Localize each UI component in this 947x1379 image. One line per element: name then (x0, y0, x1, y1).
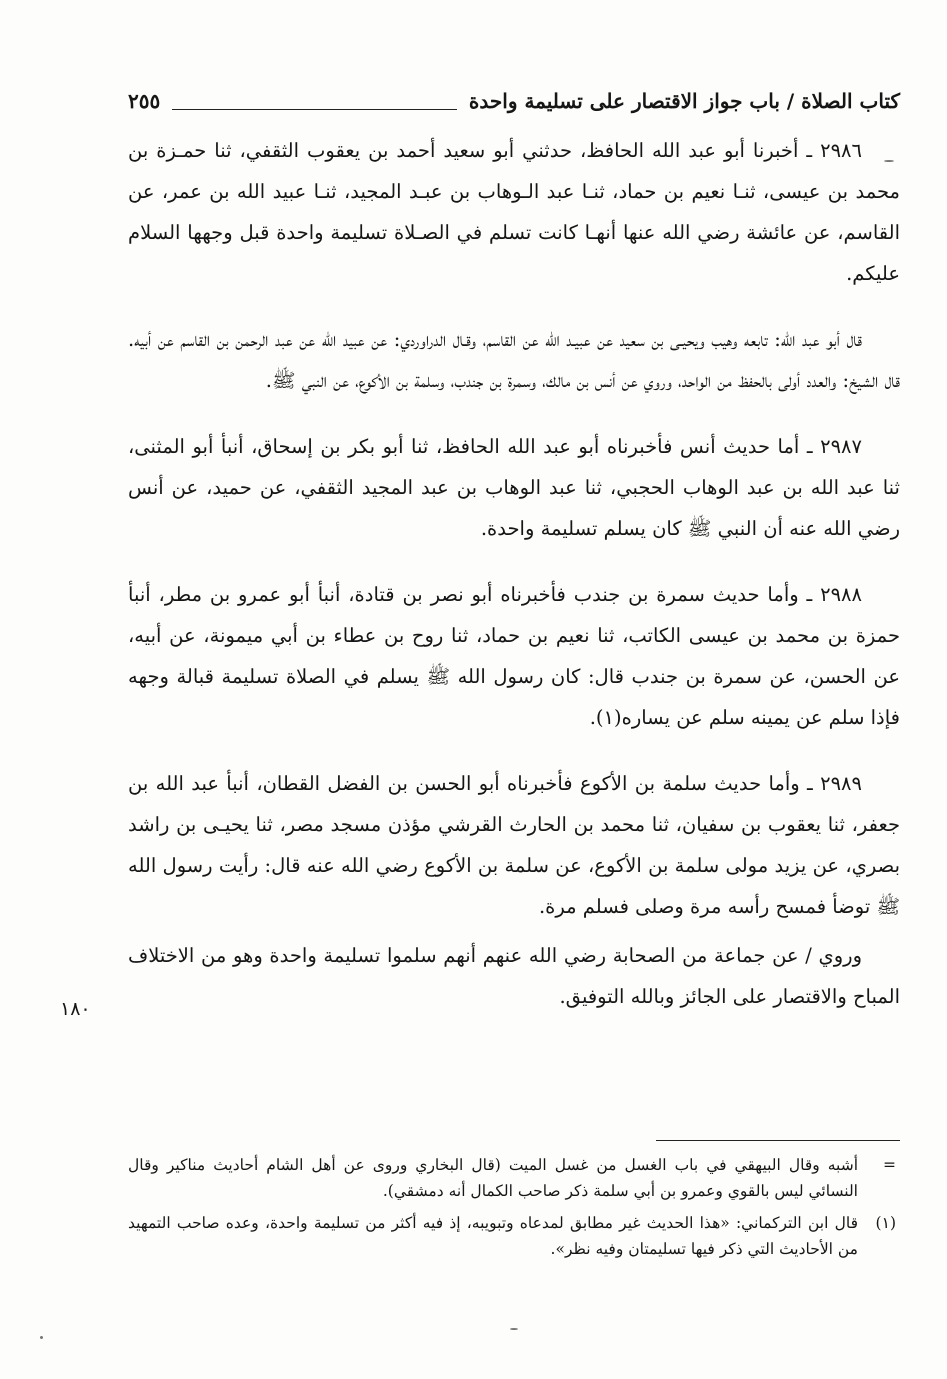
footnote-mark: = (883, 1156, 896, 1174)
commentary-paragraph: قال أبو عبد الله: تابعه وهيب ويحيـى بن سعيد عن عبيـد الله عن القاسم، وقـال الدراوردي: عن عبيد الله عن عبد الرحمن بن القاسم عن أبيه. قال الشيخ: والعدد أولى بالحفظ من الواحد، وروي عن أنس بن مالك، وسمرة بن جندب، وسلمة بن الأكوع، عن النبي ﷺ. (128, 328, 900, 392)
scan-speck (40, 1336, 43, 1339)
hadith-2988: ٢٩٨٨ ـ وأما حديث سمرة بن جندب فأخبرناه أبو نصر بن قتادة، أنبأ أبو عمرو بن مطر، أنبأ حمزة بن محمد بن عيسى الكاتب، ثنا نعيم بن حماد، ثنا روح بن عطاء بن أبي ميمونة، عن أبيه، عن الحسن، عن سمرة بن جندب قال: كان رسول الله ﷺ يسلم في الصلاة تسليمة قبالة وجهه فإذا سلم عن يمينه سلم عن يساره(١). (128, 583, 900, 729)
footnotes (128, 1152, 900, 1262)
header-title: كتاب الصلاة / باب جواز الاقتصار على تسليمة واحدة (468, 89, 900, 113)
page-number: ٢٥٥ (128, 89, 161, 113)
main-text (128, 130, 900, 1042)
scan-speck (510, 1328, 518, 1330)
footnote-1 (128, 1210, 900, 1262)
footnote-continued (128, 1152, 900, 1204)
footnote-text: أشبه وقال البيهقي في باب الغسل من غسل الميت (قال البخاري وروى عن أهل الشام أحاديث مناكير وقال النسائي ليس بالقوي وعمرو بن أبي سلمة ذكر صاحب الكمال أنه دمشقي). (128, 1156, 858, 1200)
footnote-separator (656, 1140, 900, 1141)
hadith-2989: ٢٩٨٩ ـ وأما حديث سلمة بن الأكوع فأخبرناه أبو الحسن بن الفضل القطان، أنبأ عبد الله بن جعفر، ثنا يعقوب بن سفيان، ثنا محمد بن الحارث القرشي مؤذن مسجد مصر، ثنا يحيـى بن راشد بصري، عن يزيد مولى سلمة بن الأكوع، عن سلمة بن الأكوع رضي الله عنه قال: رأيت رسول الله ﷺ توضأ فمسح رأسه مرة وصلى فسلم مرة. (128, 772, 900, 918)
footnote-mark: (١) (875, 1214, 896, 1232)
hadith-2986: ٢٩٨٦ ـ أخبرنا أبو عبد الله الحافظ، حدثني أبو سعيد أحمد بن يعقوب الثقفي، ثنا حمـزة بن محمد بن عيسى، ثنـا نعيم بن حماد، ثنـا عبد الـوهاب بن عبـد المجيد، ثنـا عبيد الله بن عمر، عن القاسم، عن عائشة رضي الله عنها أنهـا كانت تسلم في الصـلاة تسليمة واحدة قبل وجهها السلام عليكم. (128, 139, 900, 285)
scan-speck (884, 160, 894, 162)
hadith-2987: ٢٩٨٧ ـ أما حديث أنس فأخبرناه أبو عبد الله الحافظ، ثنا أبو بكر بن إسحاق، أنبأ أبو المثنى، ثنا عبد الله بن عبد الوهاب الحجبي، ثنا عبد الوهاب بن عبد المجيد الثقفي، عن حميد، عن أنس رضي الله عنه أن النبي ﷺ كان يسلم تسليمة واحدة. (128, 435, 900, 540)
margin-page-reference: ١٨٠ (60, 998, 91, 1020)
running-header (128, 84, 900, 118)
header-rule (172, 93, 457, 110)
closing-paragraph: وروي / عن جماعة من الصحابة رضي الله عنهم أنهم سلموا تسليمة واحدة وهو من الاختلاف المباح والاقتصار على الجائز وبالله التوفيق. (128, 944, 900, 1008)
footnote-text: قال ابن التركماني: «هذا الحديث غير مطابق لمدعاه وتبويبه، إذ فيه أكثر من تسليمة واحدة، وعده صاحب التمهيد من الأحاديث التي ذكر فيها تسليمتان وفيه نظر». (128, 1214, 858, 1258)
